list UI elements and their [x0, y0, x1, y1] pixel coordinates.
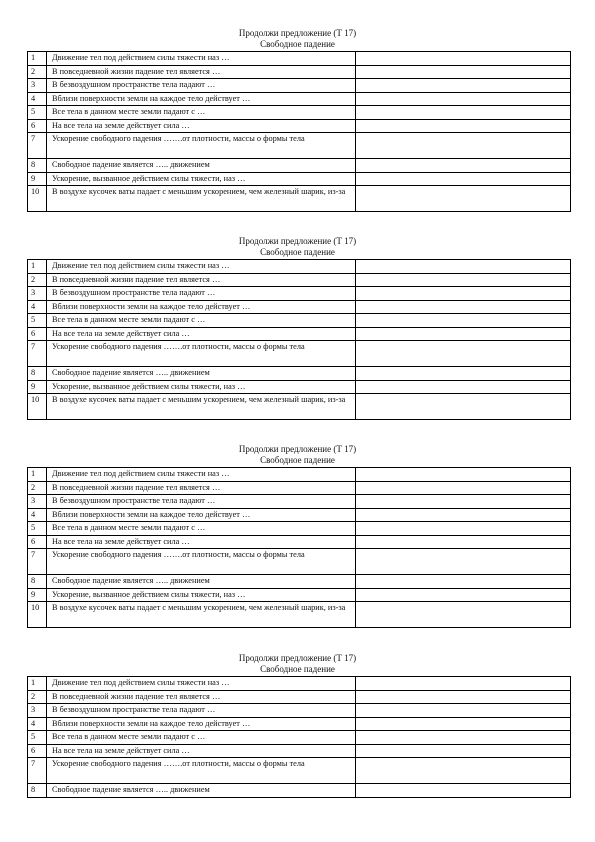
- question-number: 1: [28, 468, 47, 482]
- question-text: Ускорение, вызванное действием силы тяжести, наз …: [47, 588, 356, 602]
- answer-cell[interactable]: [356, 731, 571, 745]
- question-number: 7: [28, 549, 47, 575]
- question-row-8: [28, 159, 571, 173]
- question-row-3: [28, 79, 571, 93]
- question-row-5: [28, 314, 571, 328]
- answer-cell[interactable]: [356, 159, 571, 173]
- question-number: 3: [28, 79, 47, 93]
- question-number: 4: [28, 508, 47, 522]
- question-text: Ускорение свободного падения …….от плотности, массы о формы тела: [47, 133, 356, 159]
- question-row-5: [28, 106, 571, 120]
- answer-cell[interactable]: [356, 300, 571, 314]
- answer-cell[interactable]: [356, 677, 571, 691]
- question-row-8: [28, 575, 571, 589]
- answer-cell[interactable]: [356, 273, 571, 287]
- question-row-7: [28, 341, 571, 367]
- question-text: В безвоздушном пространстве тела падают …: [47, 495, 356, 509]
- question-row-6: [28, 119, 571, 133]
- question-number: 5: [28, 522, 47, 536]
- question-text: Ускорение свободного падения …….от плотности, массы о формы тела: [47, 758, 356, 784]
- question-number: 1: [28, 52, 47, 66]
- answer-cell[interactable]: [356, 535, 571, 549]
- question-row-9: [28, 172, 571, 186]
- answer-cell[interactable]: [356, 133, 571, 159]
- answer-cell[interactable]: [356, 314, 571, 328]
- answer-cell[interactable]: [356, 481, 571, 495]
- answer-cell[interactable]: [356, 52, 571, 66]
- question-text: Движение тел под действием силы тяжести наз …: [47, 52, 356, 66]
- question-number: 10: [28, 186, 47, 212]
- answer-cell[interactable]: [356, 172, 571, 186]
- worksheet-subtitle: Свободное падение: [260, 664, 335, 674]
- answer-cell[interactable]: [356, 468, 571, 482]
- worksheet-subtitle: Свободное падение: [260, 455, 335, 465]
- question-text: На все тела на земле действует сила …: [47, 327, 356, 341]
- question-row-4: [28, 300, 571, 314]
- question-number: 7: [28, 133, 47, 159]
- question-text: В воздухе кусочек ваты падает с меньшим ускорением, чем железный шарик, из-за: [47, 602, 356, 628]
- question-text: Ускорение, вызванное действием силы тяжести, наз …: [47, 172, 356, 186]
- answer-cell[interactable]: [356, 508, 571, 522]
- question-text: Вблизи поверхности земли на каждое тело действует …: [47, 717, 356, 731]
- question-row-8: [28, 367, 571, 381]
- answer-cell[interactable]: [356, 367, 571, 381]
- question-row-3: [28, 495, 571, 509]
- answer-cell[interactable]: [356, 704, 571, 718]
- question-text: Все тела в данном месте земли падают с …: [47, 522, 356, 536]
- question-text: Ускорение свободного падения …….от плотности, массы о формы тела: [47, 341, 356, 367]
- question-text: На все тела на земле действует сила …: [47, 119, 356, 133]
- worksheet-subtitle: Свободное падение: [260, 247, 335, 257]
- question-number: 3: [28, 704, 47, 718]
- questions-table: [27, 467, 571, 628]
- question-text: Свободное падение является ….. движением: [47, 575, 356, 589]
- question-text: В воздухе кусочек ваты падает с меньшим ускорением, чем железный шарик, из-за: [47, 186, 356, 212]
- question-number: 8: [28, 575, 47, 589]
- question-row-8: [28, 784, 571, 798]
- worksheet-title: Продолжи предложение (Т 17): [238, 444, 357, 454]
- worksheet-subtitle: Свободное падение: [260, 39, 335, 49]
- question-row-6: [28, 327, 571, 341]
- answer-cell[interactable]: [356, 602, 571, 628]
- question-text: В безвоздушном пространстве тела падают …: [47, 704, 356, 718]
- question-text: Все тела в данном месте земли падают с …: [47, 731, 356, 745]
- question-number: 6: [28, 744, 47, 758]
- question-number: 4: [28, 300, 47, 314]
- question-number: 1: [28, 677, 47, 691]
- question-text: Ускорение свободного падения …….от плотности, массы о формы тела: [47, 549, 356, 575]
- answer-cell[interactable]: [356, 79, 571, 93]
- question-text: Вблизи поверхности земли на каждое тело действует …: [47, 508, 356, 522]
- answer-cell[interactable]: [356, 522, 571, 536]
- question-text: В воздухе кусочек ваты падает с меньшим ускорением, чем железный шарик, из-за: [47, 394, 356, 420]
- question-number: 2: [28, 690, 47, 704]
- question-row-10: [28, 394, 571, 420]
- question-row-10: [28, 186, 571, 212]
- answer-cell[interactable]: [356, 92, 571, 106]
- question-row-7: [28, 133, 571, 159]
- question-number: 2: [28, 65, 47, 79]
- answer-cell[interactable]: [356, 784, 571, 798]
- question-text: В повседневной жизни падение тел является …: [47, 65, 356, 79]
- worksheet-title: Продолжи предложение (Т 17): [238, 653, 357, 663]
- question-row-7: [28, 549, 571, 575]
- question-text: Движение тел под действием силы тяжести наз …: [47, 468, 356, 482]
- question-number: 4: [28, 717, 47, 731]
- question-number: 6: [28, 535, 47, 549]
- question-number: 9: [28, 588, 47, 602]
- worksheet-title: Продолжи предложение (Т 17): [238, 236, 357, 246]
- answer-cell[interactable]: [356, 380, 571, 394]
- question-row-2: [28, 481, 571, 495]
- question-number: 5: [28, 731, 47, 745]
- question-row-4: [28, 717, 571, 731]
- question-row-2: [28, 65, 571, 79]
- question-number: 8: [28, 784, 47, 798]
- question-text: На все тела на земле действует сила …: [47, 744, 356, 758]
- answer-cell[interactable]: [356, 287, 571, 301]
- question-number: 2: [28, 273, 47, 287]
- question-row-6: [28, 744, 571, 758]
- question-text: На все тела на земле действует сила …: [47, 535, 356, 549]
- question-text: Движение тел под действием силы тяжести наз …: [47, 677, 356, 691]
- question-text: Свободное падение является ….. движением: [47, 159, 356, 173]
- question-number: 3: [28, 287, 47, 301]
- question-text: В повседневной жизни падение тел является …: [47, 481, 356, 495]
- question-row-5: [28, 522, 571, 536]
- question-row-9: [28, 588, 571, 602]
- answer-cell[interactable]: [356, 495, 571, 509]
- questions-table: [27, 676, 571, 798]
- question-row-9: [28, 380, 571, 394]
- question-number: 10: [28, 602, 47, 628]
- question-row-10: [28, 602, 571, 628]
- question-row-1: [28, 260, 571, 274]
- answer-cell[interactable]: [356, 119, 571, 133]
- question-number: 7: [28, 341, 47, 367]
- question-number: 1: [28, 260, 47, 274]
- question-text: В безвоздушном пространстве тела падают …: [47, 287, 356, 301]
- question-number: 8: [28, 367, 47, 381]
- question-number: 8: [28, 159, 47, 173]
- question-row-2: [28, 273, 571, 287]
- question-row-1: [28, 677, 571, 691]
- question-row-4: [28, 92, 571, 106]
- question-text: Вблизи поверхности земли на каждое тело действует …: [47, 92, 356, 106]
- answer-cell[interactable]: [356, 758, 571, 784]
- question-row-3: [28, 287, 571, 301]
- answer-cell[interactable]: [356, 260, 571, 274]
- answer-cell[interactable]: [356, 341, 571, 367]
- answer-cell[interactable]: [356, 186, 571, 212]
- question-number: 9: [28, 380, 47, 394]
- question-row-1: [28, 52, 571, 66]
- answer-cell[interactable]: [356, 549, 571, 575]
- answer-cell[interactable]: [356, 690, 571, 704]
- question-number: 5: [28, 314, 47, 328]
- question-row-2: [28, 690, 571, 704]
- question-row-5: [28, 731, 571, 745]
- answer-cell[interactable]: [356, 327, 571, 341]
- answer-cell[interactable]: [356, 717, 571, 731]
- answer-cell[interactable]: [356, 65, 571, 79]
- question-text: Свободное падение является ….. движением: [47, 367, 356, 381]
- question-row-4: [28, 508, 571, 522]
- question-number: 9: [28, 172, 47, 186]
- question-text: В повседневной жизни падение тел является …: [47, 273, 356, 287]
- question-row-1: [28, 468, 571, 482]
- answer-cell[interactable]: [356, 394, 571, 420]
- question-text: В повседневной жизни падение тел является …: [47, 690, 356, 704]
- worksheet-title: Продолжи предложение (Т 17): [238, 28, 357, 38]
- question-text: Все тела в данном месте земли падают с …: [47, 106, 356, 120]
- questions-table: [27, 259, 571, 420]
- answer-cell[interactable]: [356, 588, 571, 602]
- question-text: Движение тел под действием силы тяжести наз …: [47, 260, 356, 274]
- question-number: 3: [28, 495, 47, 509]
- question-number: 6: [28, 327, 47, 341]
- question-number: 10: [28, 394, 47, 420]
- question-number: 5: [28, 106, 47, 120]
- question-row-7: [28, 758, 571, 784]
- question-text: Свободное падение является ….. движением: [47, 784, 356, 798]
- question-row-3: [28, 704, 571, 718]
- question-text: В безвоздушном пространстве тела падают …: [47, 79, 356, 93]
- question-number: 2: [28, 481, 47, 495]
- answer-cell[interactable]: [356, 575, 571, 589]
- answer-cell[interactable]: [356, 744, 571, 758]
- question-number: 7: [28, 758, 47, 784]
- question-text: Ускорение, вызванное действием силы тяжести, наз …: [47, 380, 356, 394]
- question-row-6: [28, 535, 571, 549]
- question-number: 6: [28, 119, 47, 133]
- answer-cell[interactable]: [356, 106, 571, 120]
- questions-table: [27, 51, 571, 212]
- question-text: Все тела в данном месте земли падают с …: [47, 314, 356, 328]
- question-number: 4: [28, 92, 47, 106]
- question-text: Вблизи поверхности земли на каждое тело действует …: [47, 300, 356, 314]
